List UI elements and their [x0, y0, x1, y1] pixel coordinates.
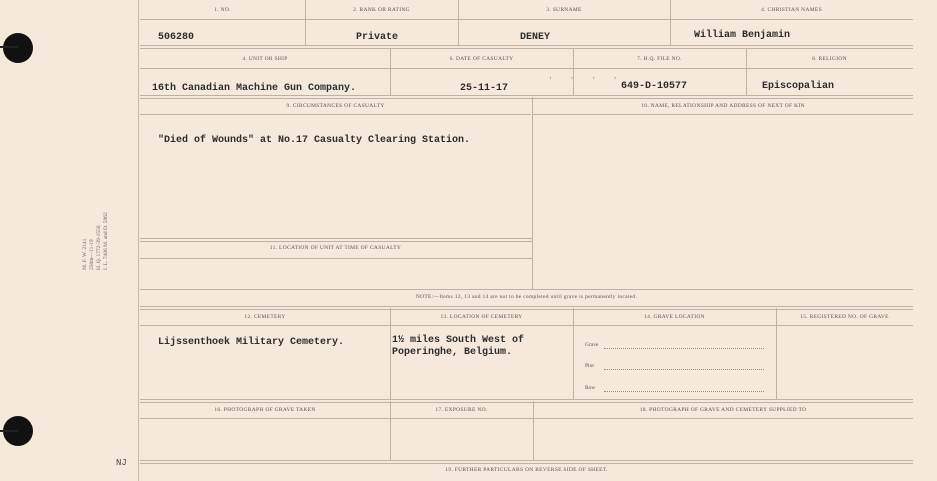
header-photo-taken: 16. PHOTOGRAPH OF GRAVE TAKEN: [214, 407, 316, 413]
punch-bar-top: [0, 46, 18, 48]
row-dotted-line: [604, 391, 764, 392]
header-unit: 4. UNIT OR SHIP: [242, 56, 288, 62]
punch-bar-bottom: [0, 430, 18, 432]
hq-file-value: 649-D-10577: [621, 81, 688, 92]
header-exposure-no: 17. EXPOSURE NO.: [435, 407, 488, 413]
punch-hole-top: [3, 33, 33, 63]
header-registered-no: 15. REGISTERED NO. OF GRAVE: [800, 314, 889, 320]
service-number: 506280: [158, 32, 195, 43]
cemetery-location-line-2: Poperinghe, Belgium.: [392, 347, 513, 358]
faint-tick-marks: · · · ·: [548, 74, 624, 83]
plot-dotted-line: [604, 369, 764, 370]
header-date: 6. DATE OF CASUALTY: [449, 56, 514, 62]
header-religion: 8. RELIGION: [812, 56, 847, 62]
form-reference-line: H. Q. 1772-39-1558: [96, 225, 102, 270]
grave-dotted-line: [604, 348, 764, 349]
form-reference-note: [82, 200, 110, 270]
header-circumstances: 9. CIRCUMSTANCES OF CASUALTY: [286, 103, 385, 109]
date-value: 25-11-17: [460, 83, 509, 94]
header-christian-names: 4. CHRISTIAN NAMES: [761, 7, 822, 13]
header-location-of-unit: 11. LOCATION OF UNIT AT TIME OF CASUALTY: [269, 245, 402, 251]
unit-value: 16th Canadian Machine Gun Company.: [152, 83, 357, 94]
cemetery-value: Lijssenthoek Military Cemetery.: [158, 337, 345, 348]
header-hq-file: 7. H.Q. FILE NO.: [637, 56, 682, 62]
row-label: Row: [585, 385, 596, 391]
header-rank: 2. RANK OR RATING: [353, 7, 410, 13]
header-grave-location: 14. GRAVE LOCATION: [644, 314, 705, 320]
header-cemetery-location: 13. LOCATION OF CEMETERY: [440, 314, 523, 320]
surname-value: DENEY: [520, 32, 551, 43]
plot-label: Plot: [585, 363, 594, 369]
corner-mark: NJ: [116, 458, 127, 468]
circumstances-value: "Died of Wounds" at No.17 Casualty Clearing Station.: [158, 135, 471, 146]
form-reference-line: 250m—11-19: [89, 239, 95, 270]
header-surname: 3. SURNAME: [546, 7, 582, 13]
header-no: 1. NO.: [214, 7, 231, 13]
grave-label: Grave: [585, 342, 599, 348]
grave-note: NOTE:—Items 12, 13 and 14 are not to be completed until grave is permanently located.: [415, 294, 638, 300]
margin-line: [138, 0, 139, 481]
religion-value: Episcopalian: [762, 81, 835, 92]
further-particulars: 19. FURTHER PARTICULARS ON REVERSE SIDE OF SHEET.: [445, 467, 608, 473]
christian-names-value: William Benjamin: [694, 30, 791, 41]
cemetery-location-line-1: 1½ miles South West of: [392, 335, 525, 346]
rank-value: Private: [356, 32, 399, 43]
header-photo-supplied: 18. PHOTOGRAPH OF GRAVE AND CEMETERY SUPPLIED TO: [639, 407, 807, 413]
header-cemetery: 12. CEMETERY: [244, 314, 286, 320]
form-reference-line: I. L. 7486 M. and D. 5962: [103, 212, 109, 270]
form-reference-line: M. F. W. 2141: [82, 238, 88, 270]
header-next-of-kin: 10. NAME, RELATIONSHIP AND ADDRESS OF NEXT OF KIN: [641, 103, 805, 109]
